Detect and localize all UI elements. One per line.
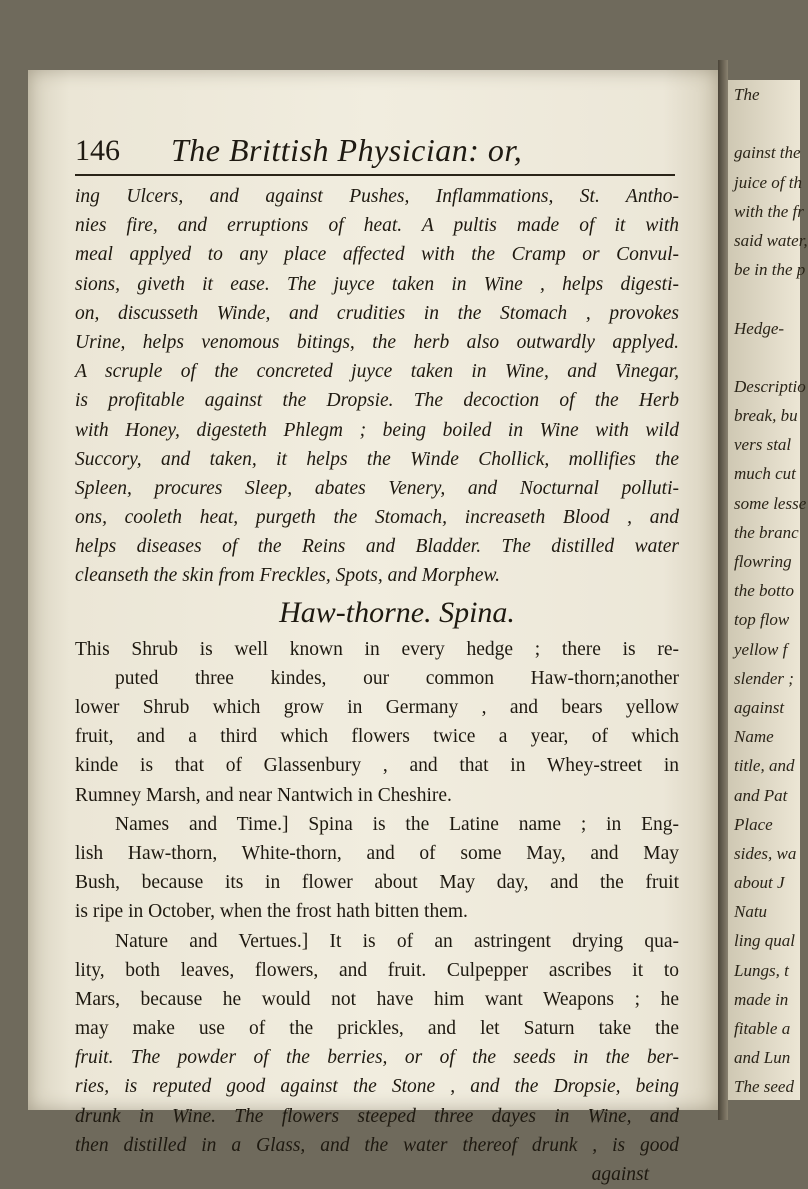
facing-page-fragment: title, and <box>734 756 795 776</box>
facing-page-fragment <box>728 343 800 372</box>
text-line: ries, is reputed good against the Stone , and the Dropsie, being <box>75 1076 679 1098</box>
text-line: Mars, because he would not have him want Weapons ; he <box>75 988 679 1010</box>
facing-page-fragment: slender ; <box>734 668 794 688</box>
text-line: Rumney Marsh, and near Nantwich in Cheshire. <box>75 784 452 806</box>
facing-page-fragment: break, bu <box>734 406 798 426</box>
paragraph-hawthorn <box>75 635 679 1160</box>
facing-page-fragment: juice of th <box>734 172 802 192</box>
facing-page-fragment: made in <box>734 989 789 1009</box>
facing-page-fragment: gainst the <box>734 143 801 163</box>
text-line: meal applyed to any place affected with the Cramp or Convul- <box>75 244 679 266</box>
section-heading: Haw-thorne. Spina. <box>279 595 515 629</box>
facing-page-fragment: yellow f <box>734 639 788 659</box>
facing-page-fragment: much cut <box>734 464 796 484</box>
text-line: This Shrub is well known in every hedge ; there is re- <box>75 638 679 660</box>
text-line: Bush, because its in flower about May day, and the fruit <box>75 872 679 894</box>
text-line: is profitable against the Dropsie. The decoction of the Herb <box>75 390 679 412</box>
text-line: lower Shrub which grow in Germany , and bears yellow <box>75 697 679 718</box>
text-line: A scruple of the concreted juyce taken in Wine, and Vinegar, <box>75 361 679 383</box>
text-line: ons, cooleth heat, purgeth the Stomach, increaseth Blood , and <box>75 507 679 529</box>
facing-page-fragment: Natu <box>734 902 768 922</box>
text-line: Spleen, procures Sleep, abates Venery, and Nocturnal polluti- <box>75 477 679 499</box>
page-header <box>75 128 675 176</box>
text-line: cleanseth the skin from Freckles, Spots, and Morphew. <box>75 565 500 587</box>
text-line: kinde is that of Glassenbury , and that in Whey-street in <box>75 755 679 777</box>
facing-page <box>728 80 808 1100</box>
text-line: helps diseases of the Reins and Bladder. The distilled water <box>75 536 679 558</box>
facing-page-fragment: and Pat <box>734 785 788 805</box>
facing-page-fragment: Descriptio <box>734 376 806 396</box>
facing-page-fragment: flowring <box>734 552 792 571</box>
facing-page-fragment: against <box>734 697 785 717</box>
text-line: nies fire, and erruptions of heat. A pultis made of it with <box>75 215 679 237</box>
facing-page-fragment: Place <box>734 814 773 834</box>
facing-page-fragment: Name <box>734 727 774 747</box>
facing-page-fragment: the branc <box>734 522 799 542</box>
facing-page-fragment <box>728 284 800 313</box>
paragraph-plantain-virtues <box>75 182 679 591</box>
facing-page-fragment: with the fr <box>734 201 804 221</box>
text-line: Names and Time.] Spina is the Latine name ; in Eng- <box>115 813 679 835</box>
facing-page-fragment: and Lun <box>734 1048 791 1068</box>
facing-page-fragment: about J <box>734 873 785 893</box>
facing-page-fragment: ling qual <box>734 931 795 951</box>
text-line: puted three kindes, our common Haw-thorn;another <box>115 667 679 689</box>
facing-page-fragment: The <box>734 85 760 104</box>
page-body <box>75 182 679 1189</box>
text-line: on, discusseth Winde, and crudities in the Stomach , provokes <box>75 302 679 324</box>
catchword: against <box>591 1164 649 1185</box>
text-line: lity, both leaves, flowers, and fruit. Culpepper ascribes it to <box>75 959 679 981</box>
text-line: Nature and Vertues.] It is of an astringent drying qua- <box>115 930 679 952</box>
text-line: may make use of the prickles, and let Saturn take the <box>75 1018 679 1040</box>
facing-page-fragment: fitable a <box>734 1019 791 1038</box>
book-spine <box>718 60 728 1120</box>
page-number: 146 <box>75 134 120 167</box>
text-line: fruit, and a third which flowers twice a year, of which <box>75 726 679 748</box>
facing-page-fragment: Hedge- <box>734 318 785 338</box>
text-line: ing Ulcers, and against Pushes, Inflammations, St. Antho- <box>75 186 679 207</box>
text-line: is ripe in October, when the frost hath bitten them. <box>75 901 468 923</box>
facing-page-fragment: the botto <box>734 581 794 601</box>
facing-page-fragment <box>728 109 800 138</box>
facing-page-fragment: some lesse <box>734 493 807 513</box>
text-line: drunk in Wine. The flowers steeped three dayes in Wine, and <box>75 1105 679 1127</box>
facing-page-fragment: sides, wa <box>734 843 797 863</box>
facing-page-fragment: vers stal <box>734 435 792 455</box>
text-line: sions, giveth it ease. The juyce taken in Wine , helps digesti- <box>75 273 679 295</box>
text-line: with Honey, digesteth Phlegm ; being boiled in Wine with wild <box>75 419 679 441</box>
text-line: Urine, helps venomous bitings, the herb also outwardly applyed. <box>75 331 679 353</box>
facing-page-fragment: The seed <box>734 1077 794 1097</box>
running-title: The Brittish Physician: or, <box>171 132 523 168</box>
facing-page-fragment: top flow <box>734 610 790 630</box>
text-line: lish Haw-thorn, White-thorn, and of some May, and May <box>75 842 679 864</box>
facing-page-fragment: be in the p <box>734 260 806 280</box>
text-line: then distilled in a Glass, and the water thereof drunk , is good <box>75 1134 679 1156</box>
text-line: fruit. The powder of the berries, or of the seeds in the ber- <box>75 1047 679 1069</box>
facing-page-fragment: said water, <box>734 230 808 250</box>
facing-page-fragment: Lungs, t <box>734 960 789 980</box>
text-line: Succory, and taken, it helps the Winde Chollick, mollifies the <box>75 448 679 470</box>
